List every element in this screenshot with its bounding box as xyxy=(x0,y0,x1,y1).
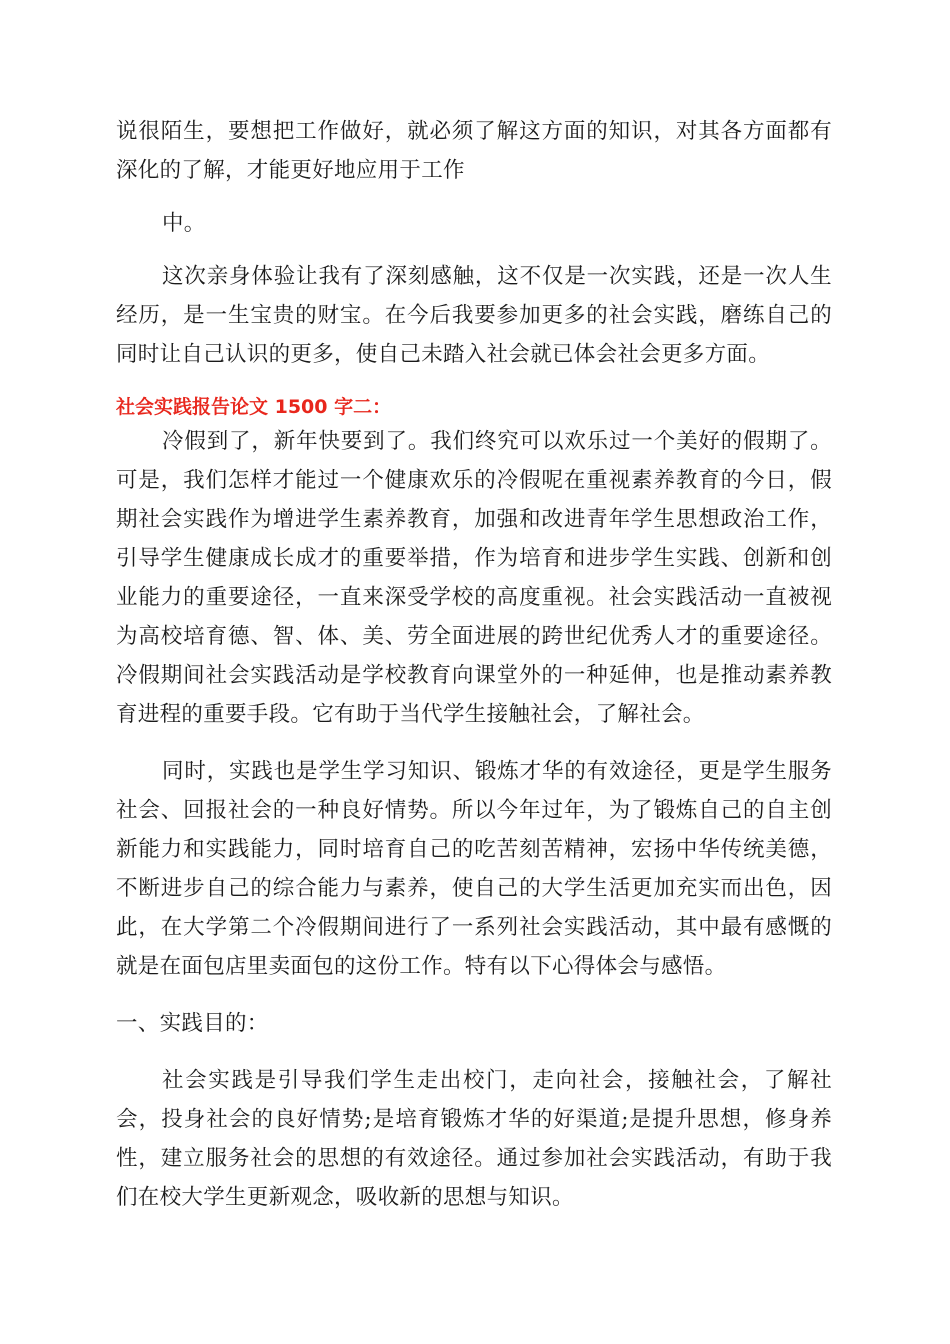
paragraph-purpose: 社会实践是引导我们学生走出校门，走向社会，接触社会，了解社会，投身社会的良好情势;是培育锻炼才华的好渠道;是提升思想，修身养性，建立服务社会的思想的有效途径。通过参加社会实践活动，有助于我们在校大学生更新观念，吸收新的思想与知识。 xyxy=(116,1068,832,1210)
document-page xyxy=(116,112,832,1217)
paragraph-winter-break: 冷假到了，新年快要到了。我们终究可以欢乐过一个美好的假期了。可是，我们怎样才能过一个健康欢乐的冷假呢在重视素养教育的今日，假期社会实践作为增进学生素养教育，加强和改进青年学生思想政治工作，引导学生健康成长成才的重要举措，作为培育和进步学生实践、创新和创业能力的重要途径，一直来深受学校的高度重视。社会实践活动一直被视为高校培育德、智、体、美、劳全面进展的跨世纪优秀人才的重要途径。冷假期间社会实践活动是学校教育向课堂外的一种延伸，也是推动素养教育进程的重要手段。它有助于当代学生接触社会，了解社会。 xyxy=(116,429,832,727)
paragraph-continued: 说很陌生，要想把工作做好，就必须了解这方面的知识，对其各方面都有深化的了解，才能更好地应用于工作 xyxy=(116,119,832,183)
section-heading: 社会实践报告论文 1500 字二： xyxy=(116,396,392,418)
paragraph-reflection: 这次亲身体验让我有了深刻感触，这不仅是一次实践，还是一次人生经历，是一生宝贵的财宝。在今后我要参加更多的社会实践，磨练自己的同时让自己认识的更多，使自己未踏入社会就已体会社会更多方面。 xyxy=(116,264,832,367)
paragraph-fragment: 中。 xyxy=(162,211,206,236)
subsection-heading: 一、实践目的： xyxy=(116,1011,269,1036)
paragraph-practice: 同时，实践也是学生学习知识、锻炼才华的有效途径，更是学生服务社会、回报社会的一种良好情势。所以今年过年，为了锻炼自己的自主创新能力和实践能力，同时培育自己的吃苦刻苦精神，宏扬中华传统美德，不断进步自己的综合能力与素养，使自己的大学生活更加充实而出色，因此，在大学第二个冷假期间进行了一系列社会实践活动，其中最有感慨的就是在面包店里卖面包的这份工作。特有以下心得体会与感悟。 xyxy=(116,759,832,979)
